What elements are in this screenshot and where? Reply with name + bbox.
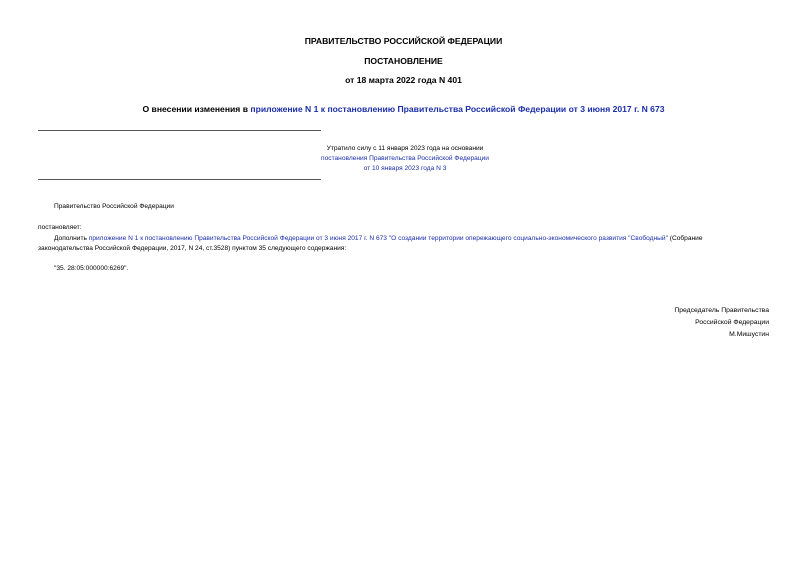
signature-block — [569, 305, 769, 341]
title-amended-act-link[interactable]: приложение N 1 к постановлению Правительства Российской Федерации от 3 июня 2017 г. N 673 — [250, 104, 665, 114]
document-type: ПОСТАНОВЛЕНИЕ — [364, 56, 443, 66]
issuer-text: Правительство Российской Федерации — [54, 203, 174, 210]
title-prefix: О внесении изменения в — [142, 104, 251, 114]
status-note — [240, 144, 570, 174]
status-note-text: Утратило силу с 11 января 2023 года на основании — [326, 145, 484, 152]
amendment-paragraph-line2: законодательства Российской Федерации, 2017, N 24, ст.3528) пунктом 35 следующего содержания: — [38, 245, 347, 252]
paragraph-prefix: Дополнить — [54, 235, 89, 242]
bottom-divider — [38, 179, 321, 180]
repealing-act-link-line2[interactable]: от 10 января 2023 года N 3 — [363, 165, 447, 172]
added-item-text: "35. 28:05:000000:6269". — [54, 265, 129, 272]
document-date-number: от 18 марта 2022 года N 401 — [345, 75, 462, 85]
top-divider — [38, 130, 321, 131]
signatory-name: М.Мишустин — [729, 331, 769, 338]
amended-act-link[interactable]: приложение N 1 к постановлению Правительства Российской Федерации от 3 июня 2017 г. N 673 "О создании территории опережающего социально-экономического развития "Свободный" — [88, 235, 668, 242]
government-heading: ПРАВИТЕЛЬСТВО РОССИЙСКОЙ ФЕДЕРАЦИИ — [304, 36, 503, 46]
paragraph-suffix: (Собрание — [667, 235, 703, 242]
repealing-act-link-line1[interactable]: постановления Правительства Российской Федерации — [321, 155, 489, 162]
decides-text: постановляет: — [38, 224, 82, 231]
document-title — [0, 104, 807, 114]
signatory-title-line1: Председатель Правительства — [674, 307, 769, 314]
signatory-title-line2: Российской Федерации — [695, 319, 769, 326]
amendment-paragraph-line1 — [54, 234, 703, 244]
